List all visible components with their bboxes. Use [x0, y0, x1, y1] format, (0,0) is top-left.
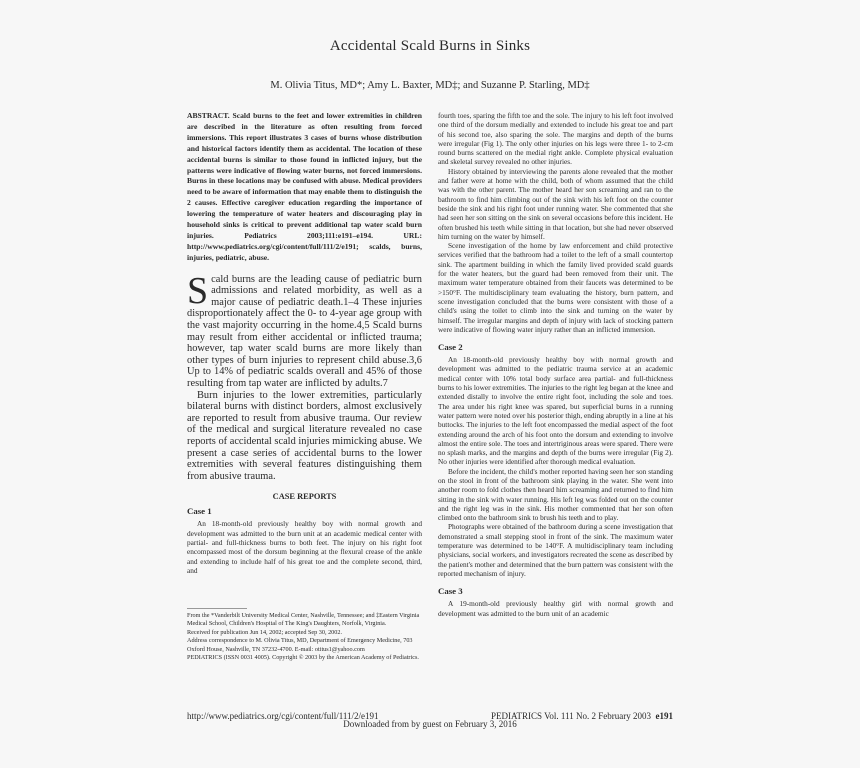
case2-paragraph-3: Photographs were obtained of the bathroom during a scene investigation that demonstrated a small stepping stool in front of the sink. The maximum water temperature was determined to be 140°F. A multidisciplinary team including physicians, social workers, and investigators recreated the scene as described by the patient's mother and determined that the burn pattern was consistent with the reported mechanism of injury.: [438, 522, 673, 578]
footnote-copyright: PEDIATRICS (ISSN 0031 4005). Copyright © 2003 by the American Academy of Pediatrics.: [187, 654, 419, 662]
case3-heading: Case 3: [438, 586, 463, 597]
abstract: [187, 111, 422, 264]
paper-title: Accidental Scald Burns in Sinks: [329, 38, 531, 54]
footnotes: [187, 612, 422, 662]
intro-paragraph-2: Burn injuries to the lower extremities, particularly bilateral burns with distinct borders, almost exclusively are reported to result from abusive trauma. Our review of the medical and surgical literature revealed no case reports of accidental scald injuries mimicking abuse. We present a case series of accidental burns to the lower extremities with several features distinguishing them from abusive trauma.: [187, 389, 422, 482]
footnote-correspondence: Address correspondence to M. Olivia Titus, MD, Department of Emergency Medicine, 703 Oxford House, Nashville, TN 37232-4700. E-mail: otitus1@yahoo.com: [187, 637, 413, 653]
footer-journal: PEDIATRICS Vol. 111 No. 2 February 2003: [490, 711, 651, 721]
case2-heading: Case 2: [438, 342, 463, 353]
left-column: [187, 111, 422, 575]
footer-url[interactable]: http://www.pediatrics.org/cgi/content/full/111/2/e191: [187, 711, 379, 721]
download-notice: Downloaded from by guest on February 3, 2016: [343, 719, 517, 729]
right-paragraph-3: Scene investigation of the home by law enforcement and child protective services verified that the bathroom had a toilet to the left of a small countertop sink. The apartment building in which the family lived provided scald guards for the water heaters, but the guard had been removed from their unit. The maximum water temperature obtained from their faucets was determined to be >150°F. The multidisciplinary team evaluating the history, burn pattern, and scene investigation concluded that the burns were consistent with those of a child's using the toilet to climb into the sink and turning on the water by himself. The irregular margins and depth of injury with lack of stocking pattern were indicative of flowing water injury rather than an inflicted immersion.: [438, 241, 673, 334]
drop-cap: S: [187, 269, 209, 312]
footer-page-number: e191: [655, 711, 673, 721]
footnote-affiliation: From the *Vanderbilt University Medical Center, Nashville, Tennessee; and ‡Eastern Virginia Medical School, Children's Hospital of The King's Daughters, Norfolk, Virginia.: [187, 612, 420, 628]
right-paragraph-2: History obtained by interviewing the parents alone revealed that the mother and father were at home with the child, both of whom assumed that the child was with the other parent. The mother heard her son screaming and ran to the bathroom to find him climbing out of the sink with his left foot on the counter beside the sink and his right foot under running water. She commented that she had seen her son sitting on the sink on several occasions before this incident. He often brushed his teeth while sitting in that location, but she had never observed him turning on the water by himself.: [438, 166, 673, 241]
intro-paragraph-1: [187, 269, 422, 390]
case2-paragraph-2: Before the incident, the child's mother reported having seen her son standing on the stool in front of the bathroom sink playing in the water. She went into another room to fold clothes then heard him screaming and returned to find him sitting in the sink with water running. His left leg was folded out on the counter and the right leg was in the sink. His mother commented that her son often climbed onto the bathroom sink to brush his teeth and to play.: [438, 466, 673, 523]
case3-paragraph-1: A 19-month-old previously healthy girl with normal growth and development was admitted to the burn unit of an academic: [438, 599, 673, 618]
footnote-received: Received for publication Jun 14, 2002; accepted Sep 30, 2002.: [187, 628, 342, 636]
right-paragraph-1: fourth toes, sparing the fifth toe and the sole. The injury to his left foot involved one third of the dorsum medially and extended to include his great toe and part of his second toe, also sparing the sole. The margins and depth of the burns were irregular (Fig 1). The only other injuries on his legs were three 1- to 2-cm round burns scattered on the medial right ankle. Complete physical evaluation and skeletal survey revealed no other injuries.: [438, 111, 673, 167]
case2-paragraph-1: An 18-month-old previously healthy boy with normal growth and development was admitted to the pediatric trauma service at an academic medical center with 10% total body surface area partial- and full-thickness burns to his lower extremities. The injuries to the right leg began at the knee and extended distally to involve the entire right foot, including the sole and toes. The area under his right knee was spared, but superficial burns in a running water pattern were noted over his posterior thigh, ending abruptly in a line at his buttocks. The injuries to the left foot encompassed the medial aspect of the foot extending around the arch of his foot onto the dorsum and extending to involve almost the entire sole. The toes and intertriginous areas were spared. There were no splash marks, and the margins and depth of the burns were irregular (Fig 2). No other injuries were identified after thorough medical evaluation.: [438, 355, 673, 467]
author-line: M. Olivia Titus, MD*; Amy L. Baxter, MD‡; and Suzanne P. Starling, MD‡: [270, 80, 590, 91]
abstract-text: Scald burns to the feet and lower extremities in children are described in the literature as often resulting from forced immersions. This report illustrates 3 cases of burns whose distribution and historical factors identify them as accidental. The location of these accidental burns is similar to those found in inflicted injury, but the patterns were indicative of flowing water burns, not forced immersions. Burns in these locations may be confused with abuse. Medical providers need to be aware of information that may enable them to distinguish the 2 causes. Effective caregiver education regarding the importance of lowering the temperature of water heaters and discouraging play in household sinks is critical to prevent additional tap water scald burn injuries.: [187, 111, 422, 240]
abstract-keywords: scalds, burns, injuries, pediatric, abuse.: [187, 241, 422, 262]
section-heading-case-reports: CASE REPORTS: [272, 492, 337, 502]
case1-paragraph-1: An 18-month-old previously healthy boy with normal growth and development was admitted to the burn unit at an academic medical center with partial- and full-thickness burns to both feet. The injury on his right foot encompassed most of the dorsum beginning at the flexural crease of the ankle and extending to include half of his great toe and the complete second, third, and: [187, 519, 422, 575]
footnote-divider: [187, 608, 247, 609]
intro-text-1: cald burns are the leading cause of pediatric burn admissions and related morbidity, as well as a major cause of pediatric death.1–4 These injuries disproportionately affect the 0- to 4-year age group with the vast majority occurring in the home.4,5 Scald burns may result from either accidental or inflicted trauma; however, tap water scald burns are more likely than other types of burn injuries to represent child abuse.3,6 Up to 14% of pediatric scalds overall and 45% of those resulting from tap water are inflicted by adults.7: [187, 273, 422, 390]
abstract-label: ABSTRACT.: [187, 111, 230, 120]
right-column: [438, 111, 673, 618]
abstract-citation: Pediatrics 2003;111:e191–e194. URL: http://www.pediatrics.org/cgi/content/full/111/2/e191;: [187, 230, 422, 251]
case1-heading: Case 1: [187, 506, 212, 517]
